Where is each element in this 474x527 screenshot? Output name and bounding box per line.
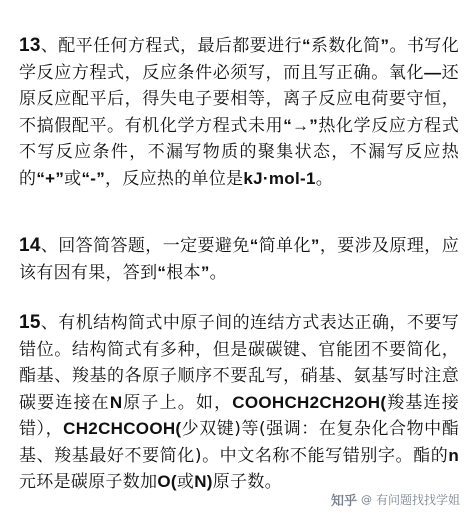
- tip-15-paragraph: [19, 310, 459, 496]
- text-segment: 原子上。如，: [122, 392, 233, 413]
- zhihu-logo: 知乎: [330, 494, 357, 509]
- text-segment: ，反应热的单位是: [105, 168, 244, 189]
- watermark-at-sign: @: [360, 493, 372, 506]
- bold-text-segment: “: [157, 262, 167, 282]
- text-segment: 原子数。: [212, 472, 282, 492]
- item-number: 14: [19, 235, 41, 256]
- item-number: 13: [19, 35, 41, 56]
- text-segment: 热化学反应方程式不写反应条件，不漏写物质的聚集状态，不漏写反应热的: [19, 115, 459, 189]
- text-segment: 或: [64, 168, 82, 189]
- bold-text-segment: O(: [157, 472, 177, 491]
- text-segment: 、回答简答题，一定要避免: [40, 236, 250, 256]
- text-segment: ，要涉及原理，应该有因有果，答到: [19, 236, 459, 283]
- tip-14-paragraph: [19, 233, 459, 286]
- item-text: [19, 313, 459, 492]
- bold-text-segment: ”: [380, 36, 390, 55]
- text-segment: 还原反应配平后，得失电子要相等，离子反应电荷要守恒，不搞假配平。有机化学方程式未用: [19, 62, 459, 136]
- text-segment: 或: [176, 472, 195, 492]
- text-segment: 羧基连接错），: [19, 392, 460, 439]
- bold-text-segment: N: [109, 392, 123, 412]
- text-segment: 元环是碳原子数加: [19, 472, 158, 492]
- bold-text-segment: N): [194, 472, 213, 491]
- text-segment: 少双键)等(强调：在复杂化合物中酯基、羧基最好不要简化)。中文名称不能写错别字。酯的: [19, 419, 459, 466]
- text-segment: 、有机结构简式中原子间的连结方式表达正确，不要写错位。结构简式有多种，但是碳碳键、官能团不要简化，酯基、羧基的各原子顺序不要乱写，硝基、氨基写时注意碳要连接在: [19, 313, 459, 413]
- tip-13-paragraph: [19, 33, 459, 192]
- bold-text-segment: kJ·mol-1: [243, 168, 316, 188]
- text-segment: 。书写化学反应方程式，反应条件必须写，而且写正确。氧化: [19, 36, 459, 83]
- item-text: [19, 36, 459, 189]
- bold-text-segment: “: [301, 36, 311, 55]
- bold-text-segment: “: [249, 236, 259, 255]
- bold-text-segment: COOHCH2CH2OH(: [232, 392, 387, 412]
- watermark-author: 有问题找找学姐: [375, 493, 460, 507]
- bold-text-segment: “+”: [36, 168, 65, 188]
- bold-text-segment: —: [424, 62, 442, 82]
- text-segment: 。: [209, 262, 227, 283]
- text-segment: 。: [315, 168, 334, 189]
- text-segment: 系数化简: [310, 36, 381, 56]
- bold-text-segment: “-”: [81, 168, 106, 188]
- bold-text-segment: “→”: [283, 115, 319, 135]
- bold-text-segment: n: [448, 445, 459, 465]
- bold-text-segment: ”: [200, 262, 210, 282]
- bold-text-segment: ”: [310, 236, 320, 255]
- item-text: [19, 236, 459, 283]
- text-segment: 根本: [166, 262, 201, 283]
- text-segment: 、配平任何方程式，最后都要进行: [40, 36, 302, 56]
- bold-text-segment: CH2CHCOOH(: [63, 419, 182, 438]
- text-segment: 简单化: [258, 236, 311, 256]
- zhihu-watermark: [331, 490, 460, 509]
- item-number: 15: [19, 312, 41, 333]
